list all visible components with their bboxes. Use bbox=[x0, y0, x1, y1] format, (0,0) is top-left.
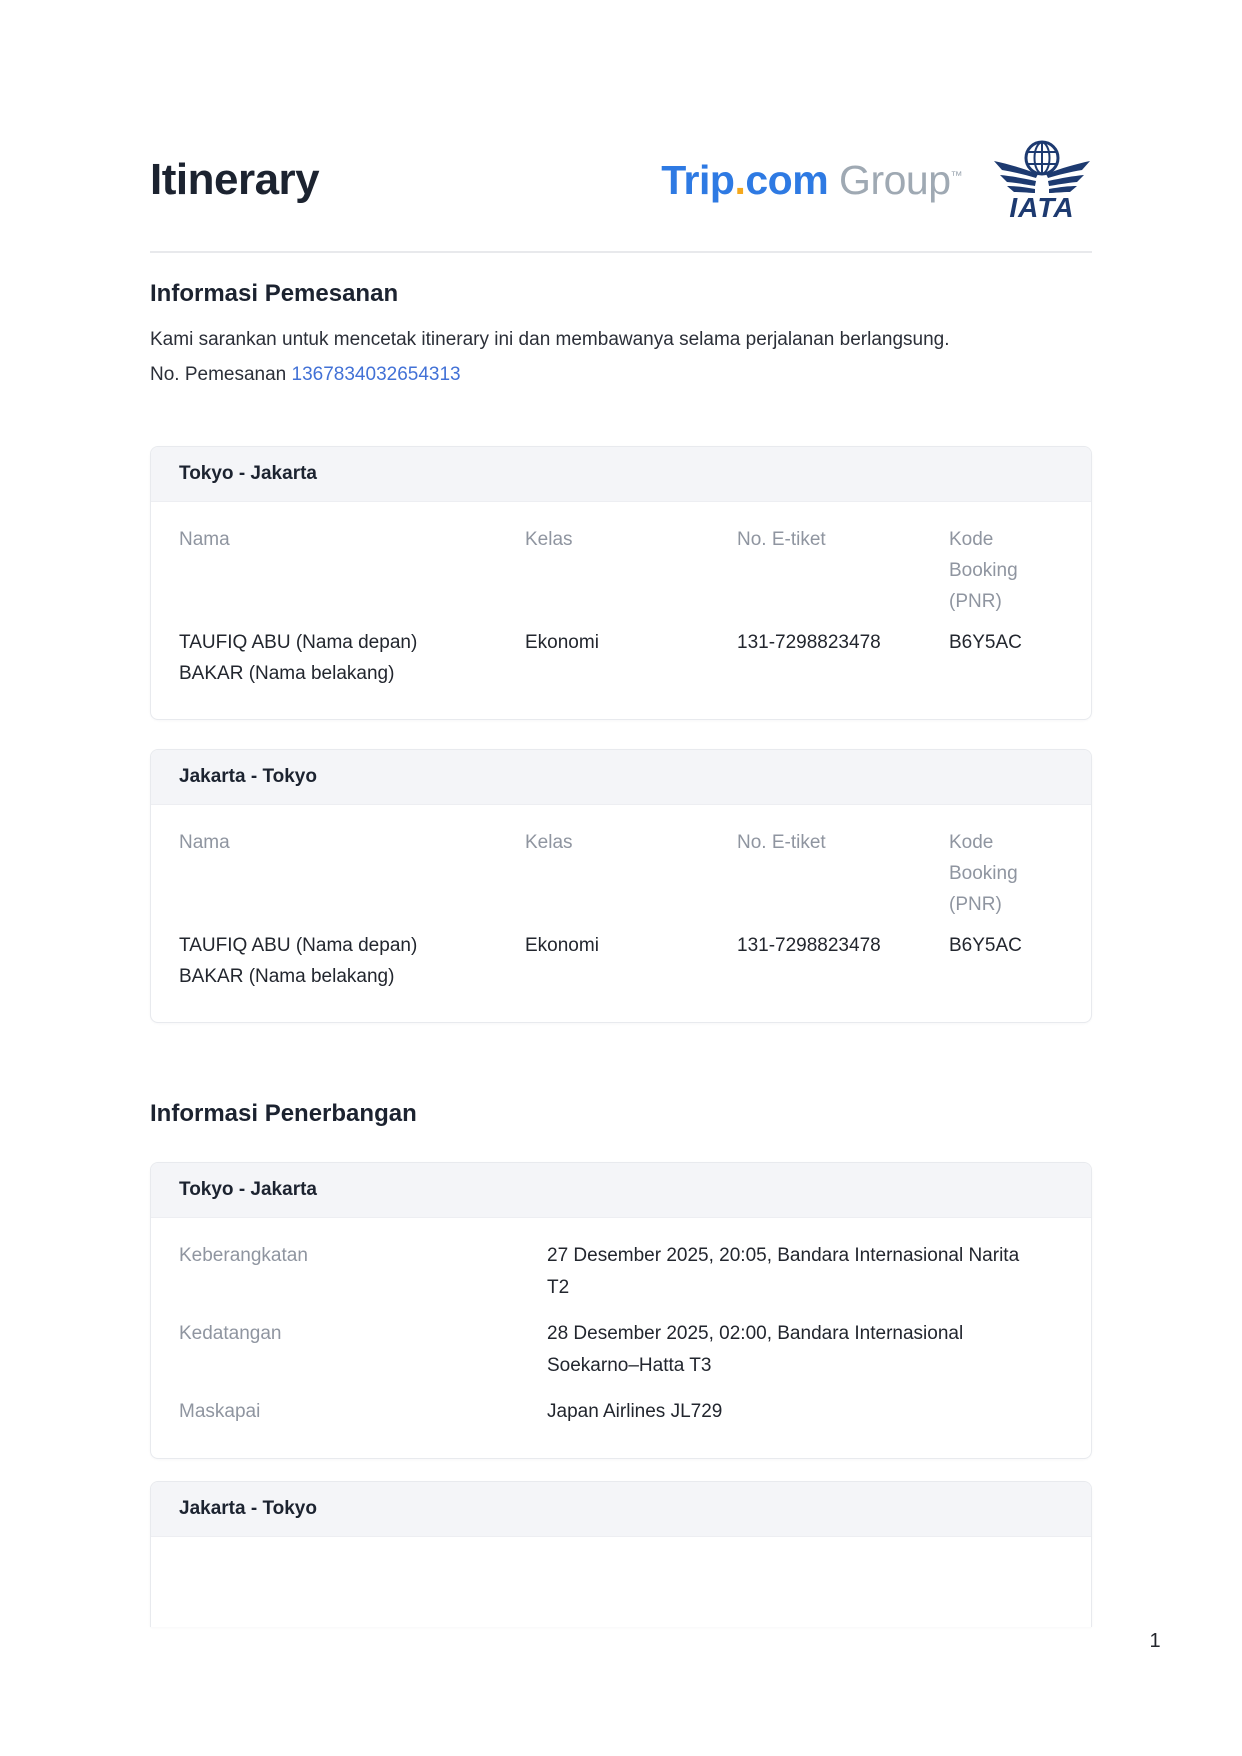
cabin-class: Ekonomi bbox=[525, 935, 599, 956]
print-advice-text: Kami sarankan untuk mencetak itinerary ini dan membawanya selama perjalanan berlangsung. bbox=[150, 329, 950, 350]
column-header-eticket: No. E-tiket bbox=[737, 832, 826, 853]
eticket-number: 131-7298823478 bbox=[737, 935, 881, 956]
flight-details bbox=[151, 1218, 1091, 1458]
order-number-link[interactable]: 1367834032654313 bbox=[291, 364, 461, 385]
iata-logo-icon bbox=[992, 137, 1092, 223]
flight-card-jakarta-tokyo bbox=[150, 1481, 1092, 1627]
departure-label: Keberangkatan bbox=[179, 1245, 308, 1266]
flight-detail-row bbox=[179, 1240, 1063, 1304]
column-header-eticket: No. E-tiket bbox=[737, 529, 826, 550]
logo-group bbox=[661, 137, 1092, 223]
column-header-class: Kelas bbox=[525, 529, 573, 550]
flight-section-heading: Informasi Penerbangan bbox=[150, 1100, 417, 1127]
booking-table bbox=[151, 805, 1091, 1022]
trip-logo-com: com bbox=[745, 156, 829, 203]
column-header-class: Kelas bbox=[525, 832, 573, 853]
document-header bbox=[150, 140, 1092, 223]
card-route-title: Jakarta - Tokyo bbox=[151, 1482, 1091, 1537]
booking-table bbox=[151, 502, 1091, 719]
order-number-line bbox=[150, 357, 1092, 392]
card-route-title: Jakarta - Tokyo bbox=[151, 750, 1091, 805]
booking-note bbox=[150, 322, 1092, 392]
airline-value: Japan Airlines JL729 bbox=[547, 1401, 723, 1422]
booking-card-jakarta-tokyo bbox=[150, 749, 1092, 1023]
card-route-title: Tokyo - Jakarta bbox=[151, 1163, 1091, 1218]
trip-logo-dot: . bbox=[734, 156, 746, 203]
flight-detail-row bbox=[179, 1318, 1063, 1382]
page-number: 1 bbox=[1149, 1630, 1161, 1652]
flight-details bbox=[151, 1537, 1091, 1589]
trip-com-group-logo bbox=[661, 157, 962, 204]
column-header-name: Nama bbox=[179, 529, 230, 550]
eticket-number: 131-7298823478 bbox=[737, 632, 881, 653]
trip-logo-group-word: Group bbox=[828, 156, 951, 203]
column-header-pnr: Kode Booking (PNR) bbox=[949, 832, 1018, 915]
arrival-label: Kedatangan bbox=[179, 1323, 282, 1344]
column-header-name: Nama bbox=[179, 832, 230, 853]
cabin-class: Ekonomi bbox=[525, 632, 599, 653]
pnr-code: B6Y5AC bbox=[949, 935, 1022, 956]
iata-logo-label: IATA bbox=[1009, 192, 1075, 223]
arrival-value: 28 Desember 2025, 02:00, Bandara Internasional Soekarno–Hatta T3 bbox=[547, 1323, 964, 1376]
flight-detail-row bbox=[179, 1396, 1063, 1428]
passenger-name: TAUFIQ ABU (Nama depan) BAKAR (Nama belakang) bbox=[179, 632, 418, 684]
pnr-code: B6Y5AC bbox=[949, 632, 1022, 653]
page-title: Itinerary bbox=[150, 155, 320, 204]
airline-label: Maskapai bbox=[179, 1401, 261, 1422]
booking-section-heading: Informasi Pemesanan bbox=[150, 280, 399, 307]
trip-logo-word: Trip bbox=[661, 156, 735, 203]
header-divider bbox=[150, 251, 1092, 253]
departure-value: 27 Desember 2025, 20:05, Bandara Internasional Narita T2 bbox=[547, 1245, 1020, 1298]
trademark-symbol: ™ bbox=[950, 167, 962, 182]
order-number-label: No. Pemesanan bbox=[150, 364, 292, 385]
card-route-title: Tokyo - Jakarta bbox=[151, 447, 1091, 502]
passenger-name: TAUFIQ ABU (Nama depan) BAKAR (Nama belakang) bbox=[179, 935, 418, 987]
booking-card-tokyo-jakarta bbox=[150, 446, 1092, 720]
flight-card-tokyo-jakarta bbox=[150, 1162, 1092, 1459]
column-header-pnr: Kode Booking (PNR) bbox=[949, 529, 1018, 612]
